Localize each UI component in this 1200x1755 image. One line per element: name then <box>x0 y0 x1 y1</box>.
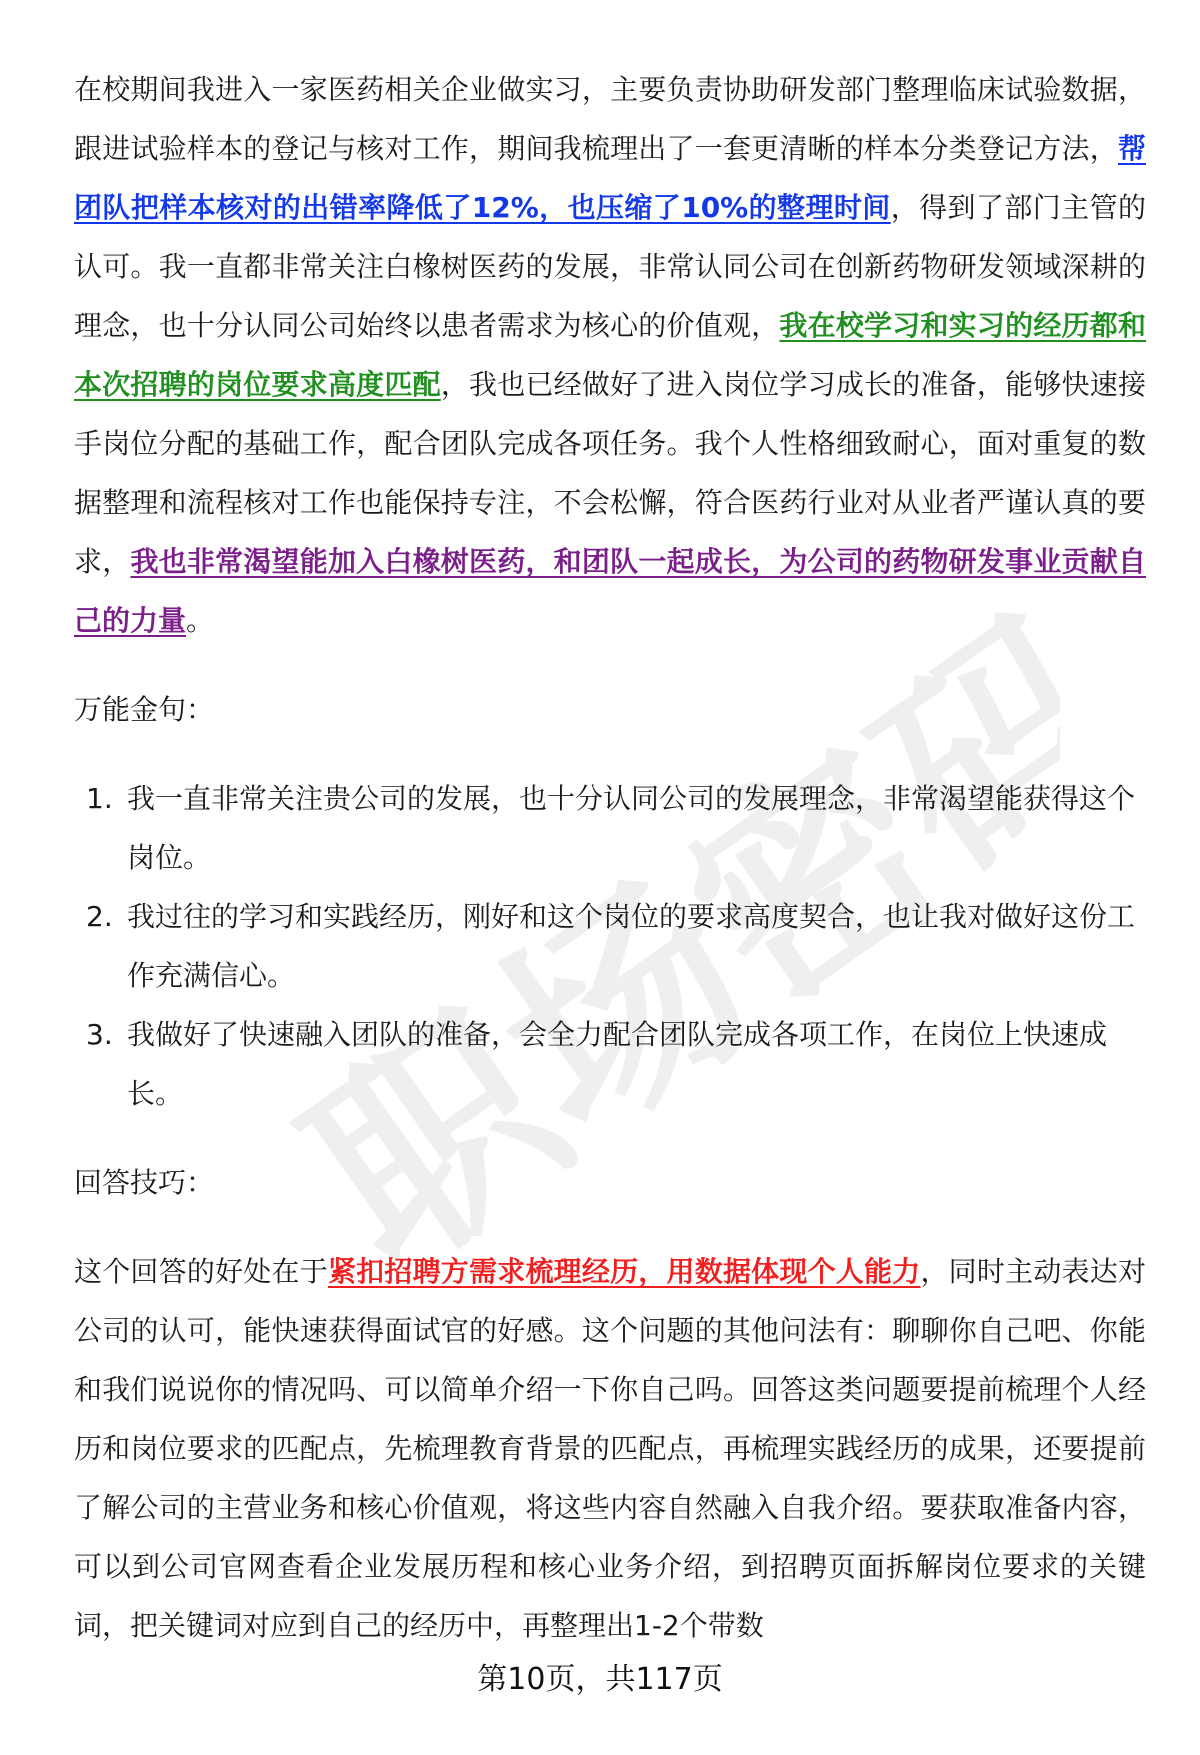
list-item <box>74 1005 1146 1123</box>
list-item-text: 我过往的学习和实践经历，刚好和这个岗位的要求高度契合，也让我对做好这份工作充满信心。 <box>127 900 1136 992</box>
list-item-text: 我一直非常关注贵公司的发展，也十分认同公司的发展理念，非常渴望能获得这个岗位。 <box>127 782 1136 874</box>
intro-text-2: ，得到了部门主管的认可。我一直都非常关注白橡树医药的发展，非常认同公司在创新药物研发领域深耕的理念，也十分认同公司始终以患者需求为核心的价值观， <box>74 191 1146 342</box>
list-item <box>74 769 1146 887</box>
highlight-blue: 帮团队把样本核对的出错率降低了12%，也压缩了10%的整理时间 <box>74 132 1146 224</box>
tips-text-1: 这个回答的好处在于 <box>74 1255 328 1288</box>
intro-paragraph <box>74 60 1146 650</box>
tips-heading: 回答技巧： <box>74 1166 215 1199</box>
tips-paragraph <box>74 1242 1146 1655</box>
intro-text-4: 。 <box>186 604 215 637</box>
watermark-text: 职场密码 <box>266 571 1060 1260</box>
phrases-list <box>74 769 1146 1123</box>
list-item-number: 2. <box>86 900 113 933</box>
phrases-heading: 万能金句： <box>74 693 215 726</box>
intro-text-3: ，我也已经做好了进入岗位学习成长的准备，能够快速接手岗位分配的基础工作，配合团队完成各项任务。我个人性格细致耐心，面对重复的数据整理和流程核对工作也能保持专注，不会松懈，符合医药行业对从业者严谨认真的要求， <box>74 368 1146 578</box>
tips-text-2: ，同时主动表达对公司的认可，能快速获得面试官的好感。这个问题的其他问法有：聊聊你自己吧、你能和我们说说你的情况吗、可以简单介绍一下你自己吗。回答这类问题要提前梳理个人经历和岗位要求的匹配点，先梳理教育背景的匹配点，再梳理实践经历的成果，还要提前了解公司的主营业务和核心价值观，将这些内容自然融入自我介绍。要获取准备内容，可以到公司官网查看企业发展历程和核心业务介绍，到招聘页面拆解岗位要求的关键词，把关键词对应到自己的经历中，再整理出1-2个带数 <box>74 1255 1146 1642</box>
highlight-red: 紧扣招聘方需求梳理经历，用数据体现个人能力 <box>327 1255 921 1288</box>
list-item-number: 1. <box>86 782 113 815</box>
list-item-number: 3. <box>86 1018 113 1051</box>
highlight-green: 我在校学习和实习的经历都和本次招聘的岗位要求高度匹配 <box>74 309 1146 401</box>
list-item <box>74 887 1146 1005</box>
intro-text-1: 在校期间我进入一家医药相关企业做实习，主要负责协助研发部门整理临床试验数据，跟进试验样本的登记与核对工作，期间我梳理出了一套更清晰的样本分类登记方法， <box>74 73 1146 165</box>
list-item-text: 我做好了快速融入团队的准备，会全力配合团队完成各项工作，在岗位上快速成长。 <box>127 1018 1108 1110</box>
document-page <box>74 60 1146 1655</box>
page-number: 第10页，共117页 <box>477 1662 723 1697</box>
highlight-purple: 我也非常渴望能加入白橡树医药，和团队一起成长，为公司的药物研发事业贡献自己的力量 <box>74 545 1146 637</box>
